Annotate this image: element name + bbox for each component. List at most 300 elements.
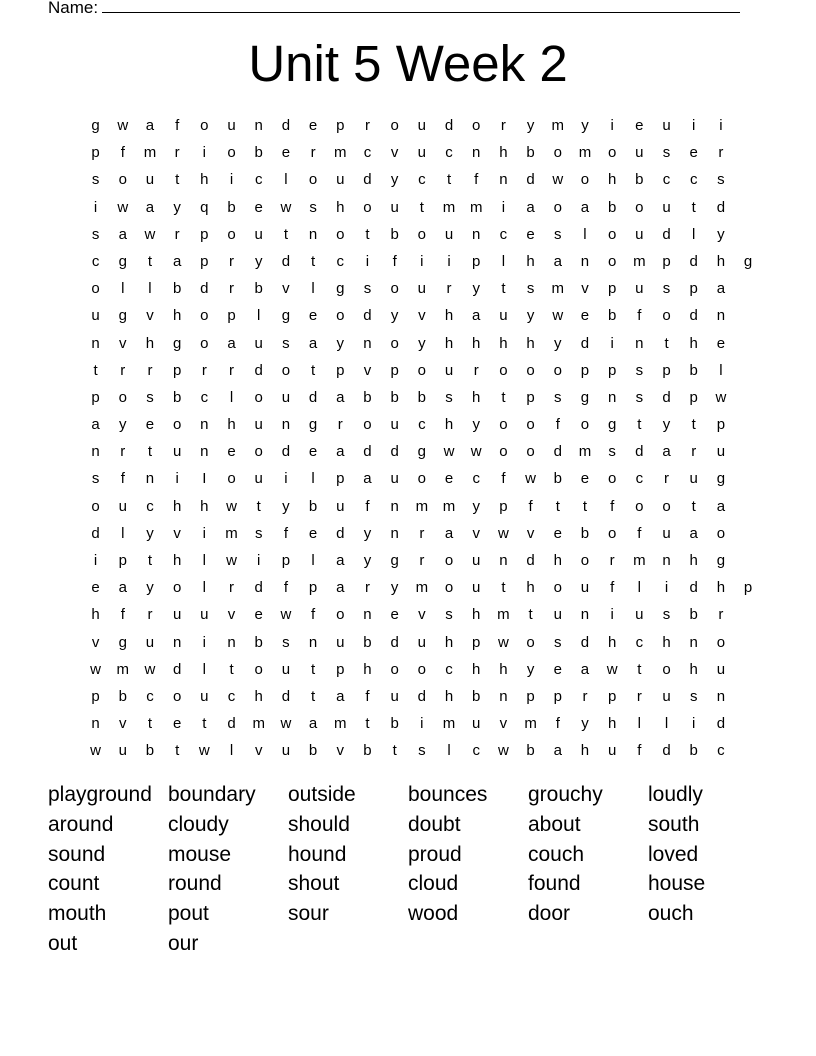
grid-letter[interactable]: v [119,334,127,352]
grid-letter[interactable]: s [91,171,100,189]
grid-letter[interactable]: f [120,470,125,488]
grid-letter[interactable]: b [118,687,127,705]
grid-letter[interactable]: n [91,334,100,352]
grid-letter[interactable]: y [146,524,154,542]
grid-letter[interactable]: p [172,361,182,379]
grid-letter[interactable]: p [227,307,236,325]
grid-letter[interactable]: I [202,470,207,488]
grid-letter[interactable]: s [717,171,725,189]
grid-letter[interactable]: u [417,280,427,298]
grid-letter[interactable]: s [445,606,453,624]
grid-letter[interactable]: b [363,388,372,406]
grid-letter[interactable]: i [610,334,614,352]
grid-letter[interactable]: u [635,280,644,298]
grid-letter[interactable]: o [607,225,617,243]
grid-letter[interactable]: f [610,579,615,597]
grid-letter[interactable]: e [580,470,590,488]
grid-letter[interactable]: a [336,552,345,569]
grid-letter[interactable]: m [334,144,347,162]
grid-letter[interactable]: a [227,334,236,352]
grid-letter[interactable]: y [472,280,480,298]
grid-letter[interactable]: w [90,660,102,678]
grid-letter[interactable]: r [419,524,425,542]
grid-letter[interactable]: c [363,144,372,162]
grid-letter[interactable]: u [172,606,182,624]
grid-letter[interactable]: b [254,280,263,298]
grid-letter[interactable]: p [200,252,209,270]
grid-letter[interactable]: a [145,117,155,134]
grid-letter[interactable]: r [364,579,370,597]
grid-letter[interactable]: f [311,606,316,624]
grid-letter[interactable]: y [472,497,480,515]
grid-letter[interactable]: u [281,660,291,678]
grid-letter[interactable]: u [172,443,182,461]
grid-letter[interactable]: b [363,742,372,760]
grid-letter[interactable]: m [551,280,565,298]
grid-letter[interactable]: u [254,470,263,488]
grid-letter[interactable]: v [418,606,426,624]
grid-letter[interactable]: i [692,715,696,733]
grid-letter[interactable]: t [664,334,669,352]
grid-letter[interactable]: c [146,687,154,705]
grid-letter[interactable]: b [689,606,698,624]
grid-letter[interactable]: y [581,715,589,733]
grid-letter[interactable]: e [254,606,263,624]
grid-letter[interactable]: v [91,633,100,651]
grid-letter[interactable]: d [662,388,671,406]
grid-letter[interactable]: m [578,443,592,461]
grid-letter[interactable]: p [689,388,698,406]
grid-letter[interactable]: r [582,687,588,705]
grid-letter[interactable]: c [635,470,644,488]
grid-letter[interactable]: o [227,470,236,488]
grid-letter[interactable]: t [147,252,153,270]
grid-letter[interactable]: a [662,443,671,461]
grid-letter[interactable]: u [716,660,726,678]
grid-letter[interactable]: g [281,307,291,325]
grid-letter[interactable]: e [227,443,236,461]
grid-letter[interactable]: y [146,579,154,597]
grid-letter[interactable]: t [311,252,316,270]
grid-letter[interactable]: o [172,687,182,705]
grid-letter[interactable]: u [417,117,427,134]
grid-letter[interactable]: c [418,171,426,189]
grid-letter[interactable]: v [254,742,263,760]
grid-letter[interactable]: o [200,307,209,325]
grid-letter[interactable]: r [120,361,126,379]
grid-letter[interactable]: v [499,715,508,733]
grid-letter[interactable]: m [633,552,646,569]
grid-letter[interactable]: s [554,225,562,243]
grid-letter[interactable]: i [202,144,207,162]
grid-letter[interactable]: u [499,307,508,325]
grid-letter[interactable]: a [308,334,318,352]
grid-letter[interactable]: h [499,334,508,352]
grid-letter[interactable]: t [311,361,316,379]
grid-letter[interactable]: p [716,416,726,434]
grid-letter[interactable]: n [281,416,291,434]
grid-letter[interactable]: n [91,443,100,461]
grid-letter[interactable]: b [607,198,617,216]
grid-letter[interactable]: p [580,361,590,379]
grid-letter[interactable]: l [257,307,261,325]
grid-letter[interactable]: s [554,633,562,651]
grid-letter[interactable]: y [119,416,127,434]
grid-letter[interactable]: u [254,416,263,434]
grid-letter[interactable]: o [662,660,671,678]
grid-letter[interactable]: o [499,361,508,379]
grid-letter[interactable]: m [469,198,483,216]
grid-letter[interactable]: d [635,443,644,461]
grid-letter[interactable]: l [637,579,642,597]
grid-letter[interactable]: y [418,334,426,352]
grid-letter[interactable]: v [146,307,154,325]
word-search-grid[interactable] [82,112,762,765]
grid-letter[interactable]: b [254,144,263,162]
grid-letter[interactable]: e [308,307,318,325]
grid-letter[interactable]: c [200,388,209,406]
grid-letter[interactable]: r [201,361,207,379]
grid-letter[interactable]: m [442,198,456,216]
grid-letter[interactable]: h [444,416,454,434]
grid-letter[interactable]: h [472,334,481,352]
grid-letter[interactable]: r [473,361,479,379]
grid-letter[interactable]: i [501,198,506,216]
grid-letter[interactable]: p [607,687,617,705]
grid-letter[interactable]: o [526,443,535,461]
grid-letter[interactable]: h [444,687,454,705]
grid-letter[interactable]: w [144,225,156,243]
grid-letter[interactable]: v [390,144,399,162]
grid-letter[interactable]: b [689,742,698,760]
grid-letter[interactable]: a [363,470,372,488]
grid-letter[interactable]: o [91,497,100,515]
grid-letter[interactable]: n [607,388,617,406]
grid-letter[interactable]: h [363,660,372,678]
grid-letter[interactable]: a [145,198,155,216]
grid-letter[interactable]: p [662,252,671,270]
grid-letter[interactable]: i [719,117,723,134]
grid-letter[interactable]: c [472,470,480,488]
grid-letter[interactable]: u [689,470,698,488]
grid-letter[interactable]: n [635,334,644,352]
grid-letter[interactable]: b [553,470,562,488]
grid-letter[interactable]: i [202,524,207,542]
grid-letter[interactable]: y [173,198,181,216]
grid-letter[interactable]: l [664,715,669,733]
grid-letter[interactable]: m [225,524,238,542]
grid-letter[interactable]: l [229,742,234,760]
grid-letter[interactable]: p [472,252,481,270]
grid-letter[interactable]: t [501,280,506,298]
grid-letter[interactable]: f [120,606,125,624]
grid-letter[interactable]: r [229,252,235,270]
grid-letter[interactable]: t [256,497,261,515]
grid-letter[interactable]: d [580,334,590,352]
grid-letter[interactable]: u [118,742,127,760]
grid-letter[interactable]: u [444,225,454,243]
grid-letter[interactable]: o [363,198,372,216]
grid-letter[interactable]: o [227,144,236,162]
grid-letter[interactable]: p [308,579,318,597]
grid-letter[interactable]: a [580,198,590,216]
grid-letter[interactable]: o [499,443,508,461]
grid-letter[interactable]: l [202,552,207,569]
grid-letter[interactable]: h [607,715,617,733]
grid-letter[interactable]: w [90,742,102,760]
grid-letter[interactable]: u [472,552,481,569]
grid-letter[interactable]: l [121,280,125,298]
grid-letter[interactable]: n [390,497,399,515]
grid-letter[interactable]: l [447,742,451,760]
grid-letter[interactable]: s [662,280,671,298]
grid-letter[interactable]: m [143,144,157,162]
grid-letter[interactable]: u [390,470,399,488]
grid-letter[interactable]: h [716,579,726,597]
grid-letter[interactable]: e [689,144,698,162]
grid-letter[interactable]: b [254,633,263,651]
grid-letter[interactable]: b [635,171,644,189]
grid-letter[interactable]: i [175,470,179,488]
grid-letter[interactable]: b [308,497,318,515]
grid-letter[interactable]: n [145,470,155,488]
grid-letter[interactable]: p [662,361,671,379]
grid-letter[interactable]: d [254,579,263,597]
grid-letter[interactable]: o [417,660,427,678]
grid-letter[interactable]: u [336,633,345,651]
grid-letter[interactable]: n [499,552,508,569]
grid-letter[interactable]: t [202,715,207,733]
grid-letter[interactable]: p [472,633,481,651]
grid-letter[interactable]: p [607,361,617,379]
grid-letter[interactable]: l [583,225,587,243]
grid-letter[interactable]: d [662,225,671,243]
grid-letter[interactable]: w [497,742,509,760]
grid-letter[interactable]: s [689,687,698,705]
grid-letter[interactable]: a [526,198,535,216]
grid-letter[interactable]: d [363,307,372,325]
grid-letter[interactable]: r [691,443,697,461]
grid-letter[interactable]: o [607,470,617,488]
grid-letter[interactable]: g [580,388,590,406]
grid-letter[interactable]: w [497,633,509,651]
grid-letter[interactable]: c [445,144,453,162]
grid-letter[interactable]: w [497,524,509,542]
grid-letter[interactable]: u [200,687,209,705]
grid-letter[interactable]: r [500,117,506,134]
grid-letter[interactable]: i [420,715,424,733]
grid-letter[interactable]: d [689,307,698,325]
grid-letter[interactable]: s [363,280,372,298]
grid-letter[interactable]: s [91,225,100,243]
grid-letter[interactable]: f [637,742,642,760]
grid-letter[interactable]: t [175,742,180,760]
grid-letter[interactable]: o [499,416,508,434]
grid-letter[interactable]: u [662,198,671,216]
grid-letter[interactable]: v [418,307,426,325]
grid-letter[interactable]: l [284,171,288,189]
grid-letter[interactable]: f [365,497,370,515]
grid-letter[interactable]: m [442,715,456,733]
grid-letter[interactable]: n [308,225,318,243]
grid-letter[interactable]: e [553,660,562,678]
grid-letter[interactable]: c [445,660,453,678]
grid-letter[interactable]: p [118,552,127,569]
grid-letter[interactable]: o [172,579,182,597]
grid-letter[interactable]: s [91,470,100,488]
grid-letter[interactable]: u [472,715,481,733]
grid-letter[interactable]: s [526,280,535,298]
grid-letter[interactable]: b [526,742,535,760]
grid-letter[interactable]: n [580,606,590,624]
grid-letter[interactable]: w [226,497,237,515]
grid-letter[interactable]: s [635,388,644,406]
grid-letter[interactable]: q [200,198,209,216]
grid-letter[interactable]: d [444,117,454,134]
grid-letter[interactable]: a [716,497,726,515]
grid-letter[interactable]: h [145,334,155,352]
grid-letter[interactable]: y [390,579,399,597]
grid-letter[interactable]: m [415,579,429,597]
grid-letter[interactable]: e [553,524,562,542]
grid-letter[interactable]: w [443,443,455,461]
grid-letter[interactable]: i [229,171,234,189]
grid-letter[interactable]: w [552,307,564,325]
grid-letter[interactable]: r [419,552,425,569]
grid-letter[interactable]: o [118,171,127,189]
grid-letter[interactable]: d [91,524,100,542]
grid-letter[interactable]: u [118,497,127,515]
grid-letter[interactable]: i [610,117,614,134]
grid-letter[interactable]: r [364,117,370,134]
grid-letter[interactable]: e [444,470,454,488]
grid-letter[interactable]: u [281,742,291,760]
grid-letter[interactable]: l [202,579,207,597]
grid-letter[interactable]: o [417,225,427,243]
grid-letter[interactable]: f [283,579,288,597]
grid-letter[interactable]: o [526,361,535,379]
grid-letter[interactable]: b [172,280,182,298]
grid-letter[interactable]: w [198,742,210,760]
grid-letter[interactable]: e [254,198,263,216]
grid-letter[interactable]: n [254,117,263,134]
grid-letter[interactable]: u [635,225,644,243]
grid-letter[interactable]: h [689,552,698,569]
grid-letter[interactable]: h [227,416,236,434]
grid-letter[interactable]: t [365,225,370,243]
grid-letter[interactable]: o [580,416,590,434]
grid-letter[interactable]: r [229,280,235,298]
grid-letter[interactable]: d [281,117,291,134]
grid-letter[interactable]: i [93,552,98,569]
grid-letter[interactable]: l [692,225,696,243]
grid-letter[interactable]: v [526,524,535,542]
grid-letter[interactable]: h [526,579,535,597]
grid-letter[interactable]: b [390,715,399,733]
grid-letter[interactable]: a [336,443,345,461]
grid-letter[interactable]: a [118,225,127,243]
grid-letter[interactable]: u [145,633,155,651]
grid-letter[interactable]: o [254,388,263,406]
grid-letter[interactable]: f [120,144,125,162]
grid-letter[interactable]: g [118,307,127,325]
grid-letter[interactable]: u [716,443,726,461]
grid-letter[interactable]: c [418,416,426,434]
grid-letter[interactable]: s [309,198,317,216]
grid-letter[interactable]: o [526,633,535,651]
grid-letter[interactable]: n [91,715,100,733]
grid-letter[interactable]: t [691,497,696,515]
grid-letter[interactable]: u [553,606,562,624]
grid-letter[interactable]: h [336,198,345,216]
grid-letter[interactable]: g [336,280,345,298]
grid-letter[interactable]: s [662,144,671,162]
grid-letter[interactable]: u [635,606,644,624]
grid-letter[interactable]: y [254,252,263,270]
grid-letter[interactable]: b [172,388,182,406]
grid-letter[interactable]: r [337,416,343,434]
grid-letter[interactable]: u [145,171,155,189]
grid-letter[interactable]: e [145,416,155,434]
grid-letter[interactable]: i [365,252,370,270]
grid-letter[interactable]: r [636,687,642,705]
grid-letter[interactable]: o [227,225,236,243]
grid-letter[interactable]: i [284,470,288,488]
grid-letter[interactable]: o [635,497,644,515]
grid-letter[interactable]: y [472,416,480,434]
grid-letter[interactable]: w [280,198,292,216]
grid-letter[interactable]: h [444,633,454,651]
grid-letter[interactable]: d [390,633,399,651]
grid-letter[interactable]: h [499,660,508,678]
grid-letter[interactable]: h [499,144,508,162]
grid-letter[interactable]: l [311,470,315,488]
grid-letter[interactable]: h [526,252,535,270]
grid-letter[interactable]: n [172,633,182,651]
grid-letter[interactable]: m [442,497,456,515]
grid-letter[interactable]: g [91,117,100,134]
grid-letter[interactable]: f [392,252,397,270]
grid-letter[interactable]: o [308,171,318,189]
grid-letter[interactable]: d [363,171,372,189]
grid-letter[interactable]: u [390,687,399,705]
grid-letter[interactable]: a [580,660,590,678]
grid-letter[interactable]: y [363,524,372,542]
grid-letter[interactable]: f [610,497,615,515]
grid-letter[interactable]: l [311,552,315,569]
grid-letter[interactable]: o [553,144,562,162]
grid-letter[interactable]: o [444,552,454,569]
grid-letter[interactable]: y [526,660,535,678]
grid-letter[interactable]: o [553,198,562,216]
grid-letter[interactable]: s [608,443,616,461]
grid-letter[interactable]: v [581,280,589,298]
grid-letter[interactable]: l [148,280,152,298]
grid-letter[interactable]: h [553,552,562,569]
grid-letter[interactable]: y [581,117,589,134]
grid-letter[interactable]: e [635,117,644,134]
grid-letter[interactable]: h [607,633,617,651]
grid-letter[interactable]: m [524,715,537,733]
grid-letter[interactable]: b [145,742,155,760]
grid-letter[interactable]: t [501,579,506,597]
grid-letter[interactable]: o [553,579,562,597]
grid-letter[interactable]: t [446,171,452,189]
grid-letter[interactable]: e [308,524,318,542]
grid-letter[interactable]: g [390,552,399,569]
grid-letter[interactable]: f [283,524,288,542]
grid-letter[interactable]: n [472,225,481,243]
